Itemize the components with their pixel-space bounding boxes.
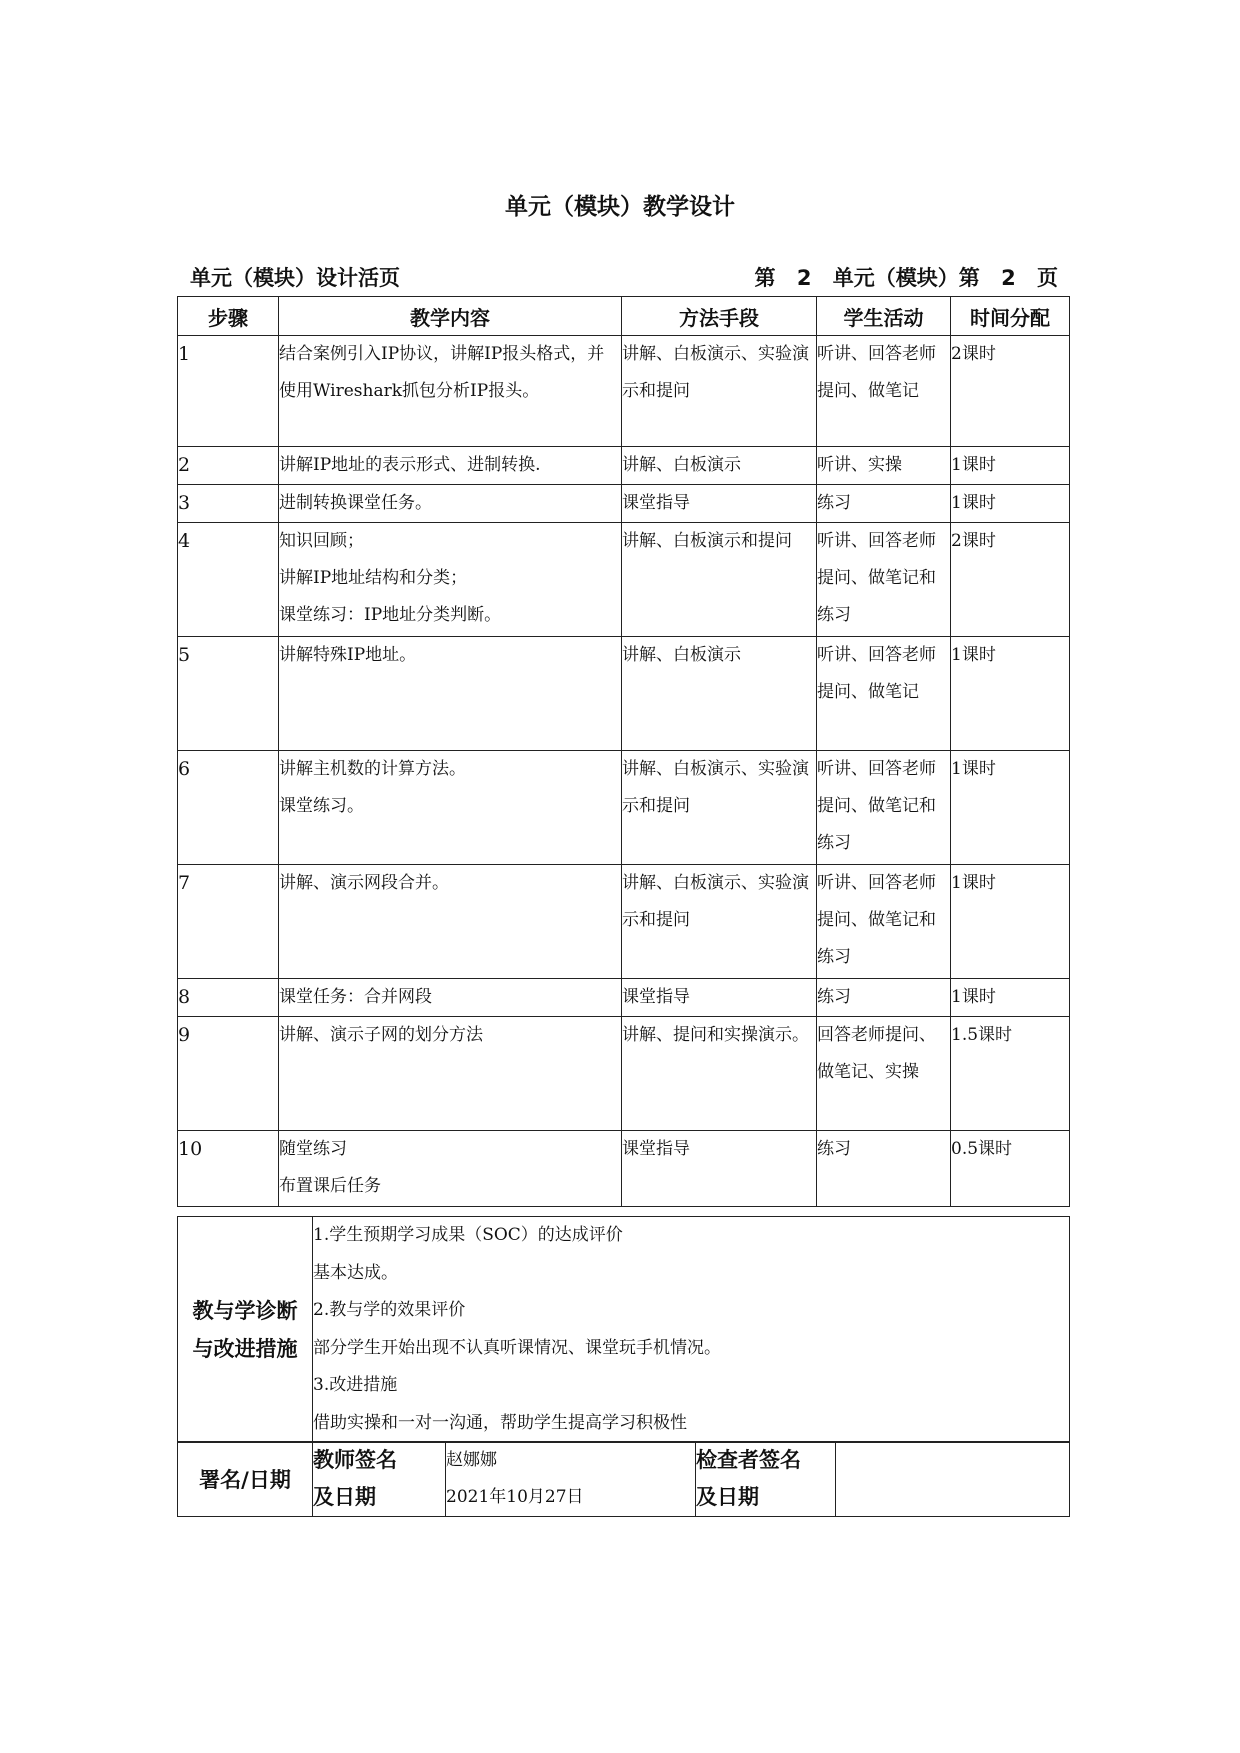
table-header-row	[178, 297, 1070, 336]
signature-label: 署名/日期	[178, 1442, 313, 1517]
diagnosis-line: 3.改进措施	[313, 1375, 398, 1395]
activity-cell: 听讲、实操	[817, 447, 951, 485]
diagnosis-line: 基本达成。	[313, 1262, 398, 1283]
content-line: 讲解、演示子网的划分方法	[279, 1025, 483, 1045]
activity-cell: 练习	[817, 979, 951, 1017]
time-cell: 1课时	[951, 447, 1070, 485]
activity-cell: 听讲、回答老师提问、做笔记	[817, 336, 951, 447]
step-cell: 9	[178, 1017, 279, 1131]
teacher-label-line1: 教师签名	[313, 1448, 397, 1472]
method-cell: 课堂指导	[622, 1131, 817, 1207]
header-time: 时间分配	[951, 297, 1070, 336]
method-cell: 讲解、白板演示和提问	[622, 523, 817, 637]
step-cell: 4	[178, 523, 279, 637]
method-cell: 讲解、白板演示、实验演示和提问	[622, 751, 817, 865]
lesson-plan-table	[177, 296, 1070, 1207]
header-method: 方法手段	[622, 297, 817, 336]
document-title: 单元（模块）教学设计	[505, 194, 735, 220]
content-line: 讲解IP地址的表示形式、进制转换.	[279, 455, 541, 475]
teacher-label-line2: 及日期	[313, 1485, 376, 1509]
time-cell: 1课时	[951, 865, 1070, 979]
table-row	[178, 751, 1070, 865]
time-cell: 1课时	[951, 485, 1070, 523]
table-row	[178, 336, 1070, 447]
activity-cell: 听讲、回答老师提问、做笔记	[817, 637, 951, 751]
activity-cell: 听讲、回答老师提问、做笔记和练习	[817, 865, 951, 979]
signature-table	[177, 1441, 1070, 1517]
time-cell: 1课时	[951, 979, 1070, 1017]
page-subheader	[190, 262, 1058, 292]
table-row	[178, 447, 1070, 485]
table-row	[178, 523, 1070, 637]
diagnosis-table	[177, 1216, 1070, 1443]
method-cell: 讲解、提问和实操演示。	[622, 1017, 817, 1131]
content-line: 知识回顾；	[279, 531, 364, 551]
content-cell	[279, 637, 622, 751]
page-number: 2	[1001, 266, 1016, 290]
step-cell: 1	[178, 336, 279, 447]
content-line: 讲解特殊IP地址。	[279, 645, 417, 665]
teacher-name: 赵娜娜	[446, 1450, 497, 1470]
checker-signature-value	[836, 1442, 1070, 1517]
method-cell: 讲解、白板演示	[622, 447, 817, 485]
time-cell: 1.5课时	[951, 1017, 1070, 1131]
step-cell: 3	[178, 485, 279, 523]
method-cell: 讲解、白板演示	[622, 637, 817, 751]
method-cell: 课堂指导	[622, 979, 817, 1017]
content-line: 随堂练习	[279, 1139, 347, 1159]
diagnosis-line: 2.教与学的效果评价	[313, 1300, 466, 1320]
activity-cell: 回答老师提问、做笔记、实操	[817, 1017, 951, 1131]
step-cell: 2	[178, 447, 279, 485]
diagnosis-line: 1.学生预期学习成果（SOC）的达成评价	[313, 1225, 623, 1245]
header-step: 步骤	[178, 297, 279, 336]
method-cell: 讲解、白板演示、实验演示和提问	[622, 865, 817, 979]
diagnosis-label-line1: 教与学诊断	[192, 1298, 298, 1323]
unit-mid: 单元（模块）第	[832, 266, 980, 290]
activity-cell: 听讲、回答老师提问、做笔记和练习	[817, 523, 951, 637]
content-cell	[279, 485, 622, 523]
content-line: 讲解主机数的计算方法。	[279, 759, 466, 779]
content-line: 讲解、演示网段合并。	[279, 873, 449, 893]
step-cell: 10	[178, 1131, 279, 1207]
teacher-date: 2021年10月27日	[446, 1487, 584, 1507]
content-line: 讲解IP地址结构和分类；	[279, 568, 468, 588]
step-cell: 6	[178, 751, 279, 865]
method-cell: 讲解、白板演示、实验演示和提问	[622, 336, 817, 447]
checker-label-line1: 检查者签名	[696, 1448, 801, 1472]
step-cell: 8	[178, 979, 279, 1017]
header-activity: 学生活动	[817, 297, 951, 336]
content-line: 课堂练习：IP地址分类判断。	[279, 605, 502, 625]
content-cell	[279, 751, 622, 865]
checker-signature-label	[696, 1442, 836, 1517]
content-cell	[279, 979, 622, 1017]
time-cell: 2课时	[951, 523, 1070, 637]
content-line: 进制转换课堂任务。	[279, 493, 432, 513]
time-cell: 2课时	[951, 336, 1070, 447]
diagnosis-line: 部分学生开始出现不认真听课情况、课堂玩手机情况。	[313, 1337, 721, 1358]
time-cell: 1课时	[951, 751, 1070, 865]
header-content: 教学内容	[279, 297, 622, 336]
activity-cell: 练习	[817, 1131, 951, 1207]
table-row	[178, 865, 1070, 979]
unit-number: 2	[796, 266, 812, 290]
content-line: 布置课后任务	[279, 1176, 381, 1196]
step-cell: 5	[178, 637, 279, 751]
activity-cell: 练习	[817, 485, 951, 523]
teacher-signature-label	[313, 1442, 446, 1517]
page-label: 单元（模块）设计活页	[190, 266, 400, 290]
time-cell: 1课时	[951, 637, 1070, 751]
content-line: 结合案例引入IP协议，讲解IP报头格式，并使用Wireshark抓包分析IP报头。	[279, 344, 605, 401]
diagnosis-label	[178, 1217, 313, 1443]
diagnosis-line: 借助实操和一对一沟通，帮助学生提高学习积极性	[313, 1412, 687, 1433]
content-cell	[279, 447, 622, 485]
diagnosis-content	[313, 1217, 1070, 1443]
method-cell: 课堂指导	[622, 485, 817, 523]
content-cell	[279, 865, 622, 979]
table-row	[178, 1131, 1070, 1207]
table-row	[178, 485, 1070, 523]
checker-label-line2: 及日期	[696, 1485, 759, 1509]
content-line: 课堂练习。	[279, 796, 364, 816]
teacher-signature-value	[446, 1442, 696, 1517]
diagnosis-label-line2: 与改进措施	[192, 1336, 298, 1361]
content-cell	[279, 336, 622, 447]
unit-prefix: 第	[754, 266, 776, 290]
content-cell	[279, 1131, 622, 1207]
table-row	[178, 979, 1070, 1017]
activity-cell: 听讲、回答老师提问、做笔记和练习	[817, 751, 951, 865]
step-cell: 7	[178, 865, 279, 979]
unit-page-indicator	[755, 262, 1059, 292]
table-row	[178, 1017, 1070, 1131]
table-row	[178, 637, 1070, 751]
content-line: 课堂任务：合并网段	[279, 987, 432, 1007]
content-cell	[279, 1017, 622, 1131]
page-suffix: 页	[1037, 266, 1058, 290]
content-cell	[279, 523, 622, 637]
time-cell: 0.5课时	[951, 1131, 1070, 1207]
